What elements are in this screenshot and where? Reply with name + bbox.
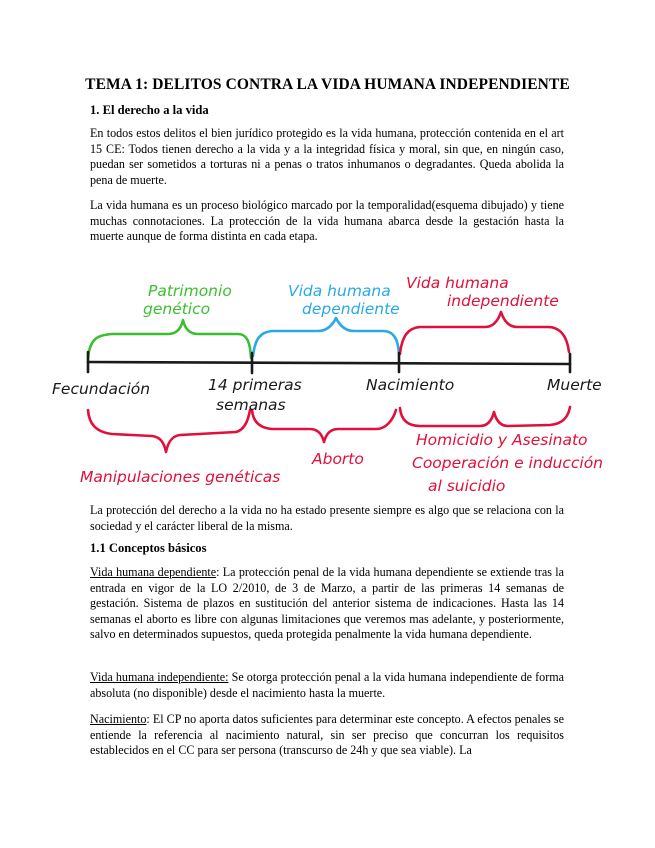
label-cooperacion: Cooperación e inducción xyxy=(412,454,604,472)
green-brace xyxy=(88,320,251,358)
label-semanas: semanas xyxy=(216,396,286,414)
term-vida-dependiente: Vida humana dependiente xyxy=(90,565,217,579)
red-brace-top xyxy=(400,312,569,354)
label-vida-humana-dep: Vida humana xyxy=(288,282,391,300)
label-dependiente: dependiente xyxy=(302,300,400,318)
label-homicidio: Homicidio y Asesinato xyxy=(416,431,588,449)
term-nacimiento: Nacimiento xyxy=(90,712,147,726)
paragraph-proceso-biologico: La vida humana es un proceso biológico marcado por la temporalidad(esquema dibujado) y tiene muchas connotaciones. La protección de la vida humana abarca desde la gestación hasta la muerte aunque de forma distinta en cada etapa. xyxy=(90,198,564,244)
section-heading-derecho-vida: 1. El derecho a la vida xyxy=(90,103,209,117)
label-vida-humana-indep: Vida humana xyxy=(406,274,509,292)
life-timeline-diagram xyxy=(40,262,620,502)
definition-vida-dependiente: : La protección penal de la vida humana dependiente se extiende tras la entrada en vigor de la LO 2/2010, de 3 de Marzo, a partir de las primeras 14 semanas de gestación. Sistema de plazos en sustitución del anterior sistema de indicaciones. Hasta las 14 semanas el aborto es libre con algunas limitaciones que veremos mas adelante, y posteriormente, salvo en determinados supuestos, queda protegida penalmente la vida humana dependiente. xyxy=(90,565,564,642)
definition-vida-independiente: Se otorga protección penal a la vida humana independiente de forma absoluta (no disponible) desde el nacimiento hasta la muerte. xyxy=(90,670,564,700)
label-patrimonio: Patrimonio xyxy=(148,282,232,300)
paragraph-nacimiento xyxy=(90,712,564,759)
paragraph-proteccion-historica: La protección del derecho a la vida no ha estado presente siempre es algo que se relaciona con la sociedad y el carácter liberal de la misma. xyxy=(90,503,564,533)
section-heading-conceptos-basicos: 1.1 Conceptos básicos xyxy=(90,541,207,555)
page-title: TEMA 1: DELITOS CONTRA LA VIDA HUMANA INDEPENDIENTE xyxy=(85,76,570,93)
term-vida-independiente: Vida humana independiente: xyxy=(90,670,229,684)
label-14-primeras: 14 primeras xyxy=(208,376,302,394)
label-manipulaciones: Manipulaciones genéticas xyxy=(80,468,281,486)
label-nacimiento: Nacimiento xyxy=(366,376,455,394)
aborto-brace xyxy=(252,410,396,442)
manipulaciones-brace xyxy=(88,410,250,452)
blue-brace xyxy=(253,318,399,356)
label-muerte: Muerte xyxy=(547,376,602,394)
homicidio-brace xyxy=(400,407,570,426)
paragraph-vida-dependiente xyxy=(90,565,564,643)
paragraph-vida-independiente xyxy=(90,670,564,701)
definition-nacimiento: : El CP no aporta datos suficientes para determinar este concepto. A efectos penales se entiende la referencia al nacimiento natural, sin ser preciso que concurran los requisitos establecidos en el CC para ser persona (transcurso de 24h y que sea viable). La xyxy=(90,712,564,758)
paragraph-bien-juridico: En todos estos delitos el bien jurídico protegido es la vida humana, protección contenida en el art 15 CE: Todos tienen derecho a la vida y a la integridad física y moral, sin que, en ningún caso, puedan ser sometidos a torturas ni a penas o tratos inhumanos o degradantes. Queda abolida la pena de muerte. xyxy=(90,126,564,187)
timeline-axis xyxy=(88,362,570,364)
label-al-suicidio: al suicidio xyxy=(428,477,506,495)
label-genetico: genético xyxy=(143,300,211,318)
label-fecundacion: Fecundación xyxy=(52,380,151,398)
label-aborto: Aborto xyxy=(312,450,364,468)
label-independiente: independiente xyxy=(447,292,559,310)
